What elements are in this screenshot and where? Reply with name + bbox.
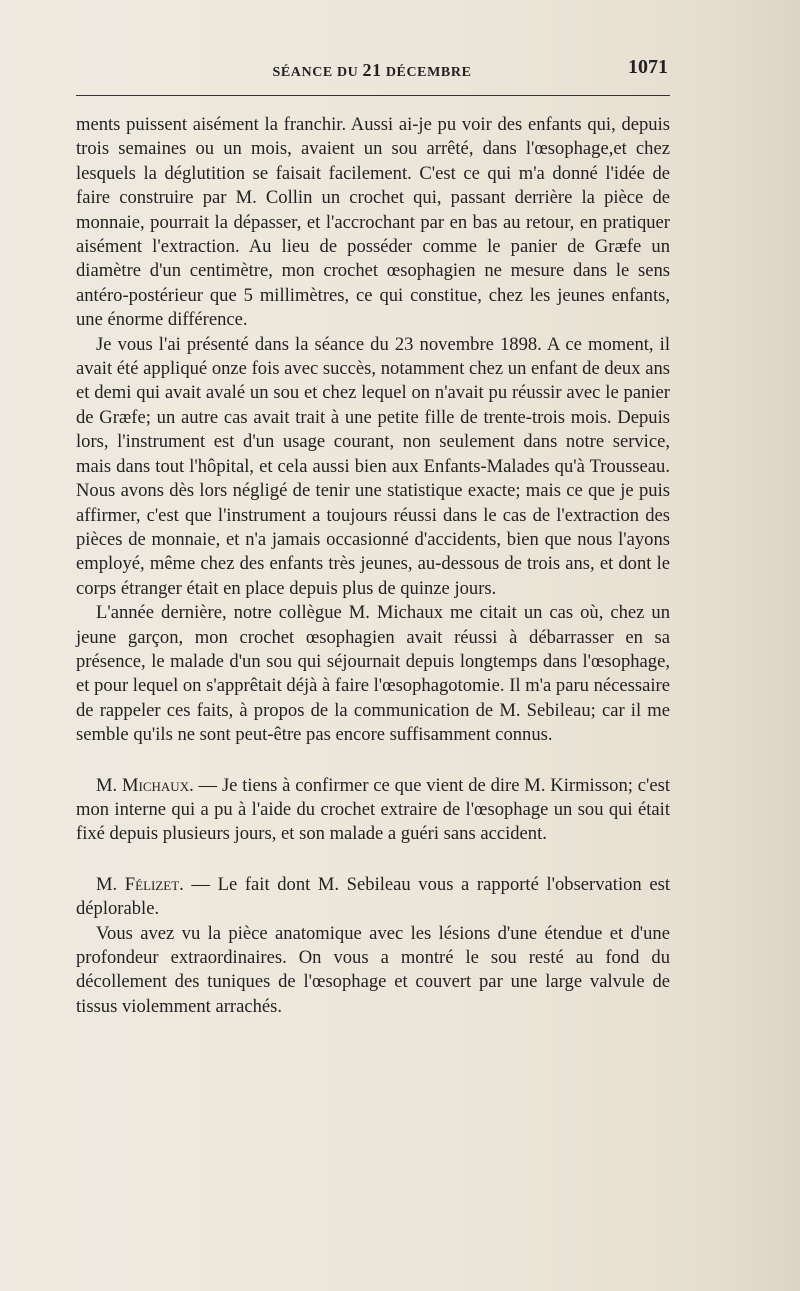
paragraph: L'année dernière, notre collègue M. Michaux me citait un cas où, chez un jeune garçon, mon crochet œsophagien avait réussi à débarrasser en sa présence, le malade d'un sou qui séjournait depuis longtemps dans l'œsophage, et pour lequel on s'apprêtait déjà à faire l'œsophagotomie. Il m'a paru nécessaire de rappeler ces faits, à propos de la communication de M. Sebileau; car il me semble qu'ils ne sont peut-être pas encore suffisamment connus. <box>76 602 670 746</box>
header-rule <box>76 95 670 96</box>
speaker-title: M. <box>96 873 118 895</box>
running-head-month: DÉCEMBRE <box>385 65 472 80</box>
speaker-name: Michaux <box>122 774 190 796</box>
speaker-title: M. <box>96 774 118 796</box>
body-text <box>76 113 670 1019</box>
running-head-pre: SÉANCE DU <box>272 65 359 80</box>
speaker-paragraph-michaux <box>76 774 670 847</box>
paragraph-continuation: ments puissent aisément la franchir. Aussi ai-je pu voir des enfants qui, depuis trois semaines ou un mois, avaient un sou arrêté, dans l'œsophage,et chez lesquels la déglutition se faisait facilement. C'est ce qui m'a donné l'idée de faire construire par M. Collin un crochet qui, passant derrière la pièce de monnaie, pourrait la dépasser, et l'accrochant par en bas au retour, en pratiquer aisément l'extraction. Au lieu de posséder comme le panier de Græfe un diamètre d'un centimètre, mon crochet œsophagien ne mesure dans le sens antéro-postérieur que 5 millimètres, ce qui constitue, chez les jeunes enfants, une énorme différence. <box>76 114 670 331</box>
speaker-name: Félizet <box>124 873 180 895</box>
speaker-text: . — Le fait dont M. Sebileau vous a rapporté l'observation est déplorable. <box>76 873 670 920</box>
paragraph: Je vous l'ai présenté dans la séance du 23 novembre 1898. A ce moment, il avait été appliqué onze fois avec succès, notamment chez un enfant de deux ans et demi qui avait avalé un sou et chez lequel on n'avait pu réussir avec le panier de Græfe; un autre cas avait trait à une petite fille de trente-trois mois. Depuis lors, l'instrument est d'un usage courant, non seulement dans notre service, mais dans tout l'hôpital, et cela aussi bien aux Enfants-Malades qu'à Trousseau. Nous avons dès lors négligé de tenir une statistique exacte; mais ce que je puis affirmer, c'est que l'instrument a toujours réussi dans le cas de l'extraction des pièces de monnaie, et n'a jamais occasionné d'accidents, bien que nous l'ayons employé, même chez des enfants très jeunes, au-dessous de trois ans, et dont le corps étranger était en place depuis plus de quinze jours. <box>76 333 670 599</box>
running-head <box>76 60 668 81</box>
speaker-text: . — Je tiens à confirmer ce que vient de dire M. Kirmisson; c'est mon interne qui a pu à l'aide du crochet extraire de l'œsophage un sou qui était fixé depuis plusieurs jours, et son malade a guéri sans accident. <box>76 774 670 845</box>
running-head-day: 21 <box>362 60 382 80</box>
speaker-paragraph-felizet <box>76 873 670 922</box>
paragraph: Vous avez vu la pièce anatomique avec les lésions d'une étendue et d'une profondeur extraordinaires. On vous a montré le sou resté au fond du décollement des tuniques de l'œsophage et couvert par une large valvule de tissus violemment arrachés. <box>76 922 670 1017</box>
page-header <box>76 56 668 86</box>
page-number: 1071 <box>628 56 668 78</box>
